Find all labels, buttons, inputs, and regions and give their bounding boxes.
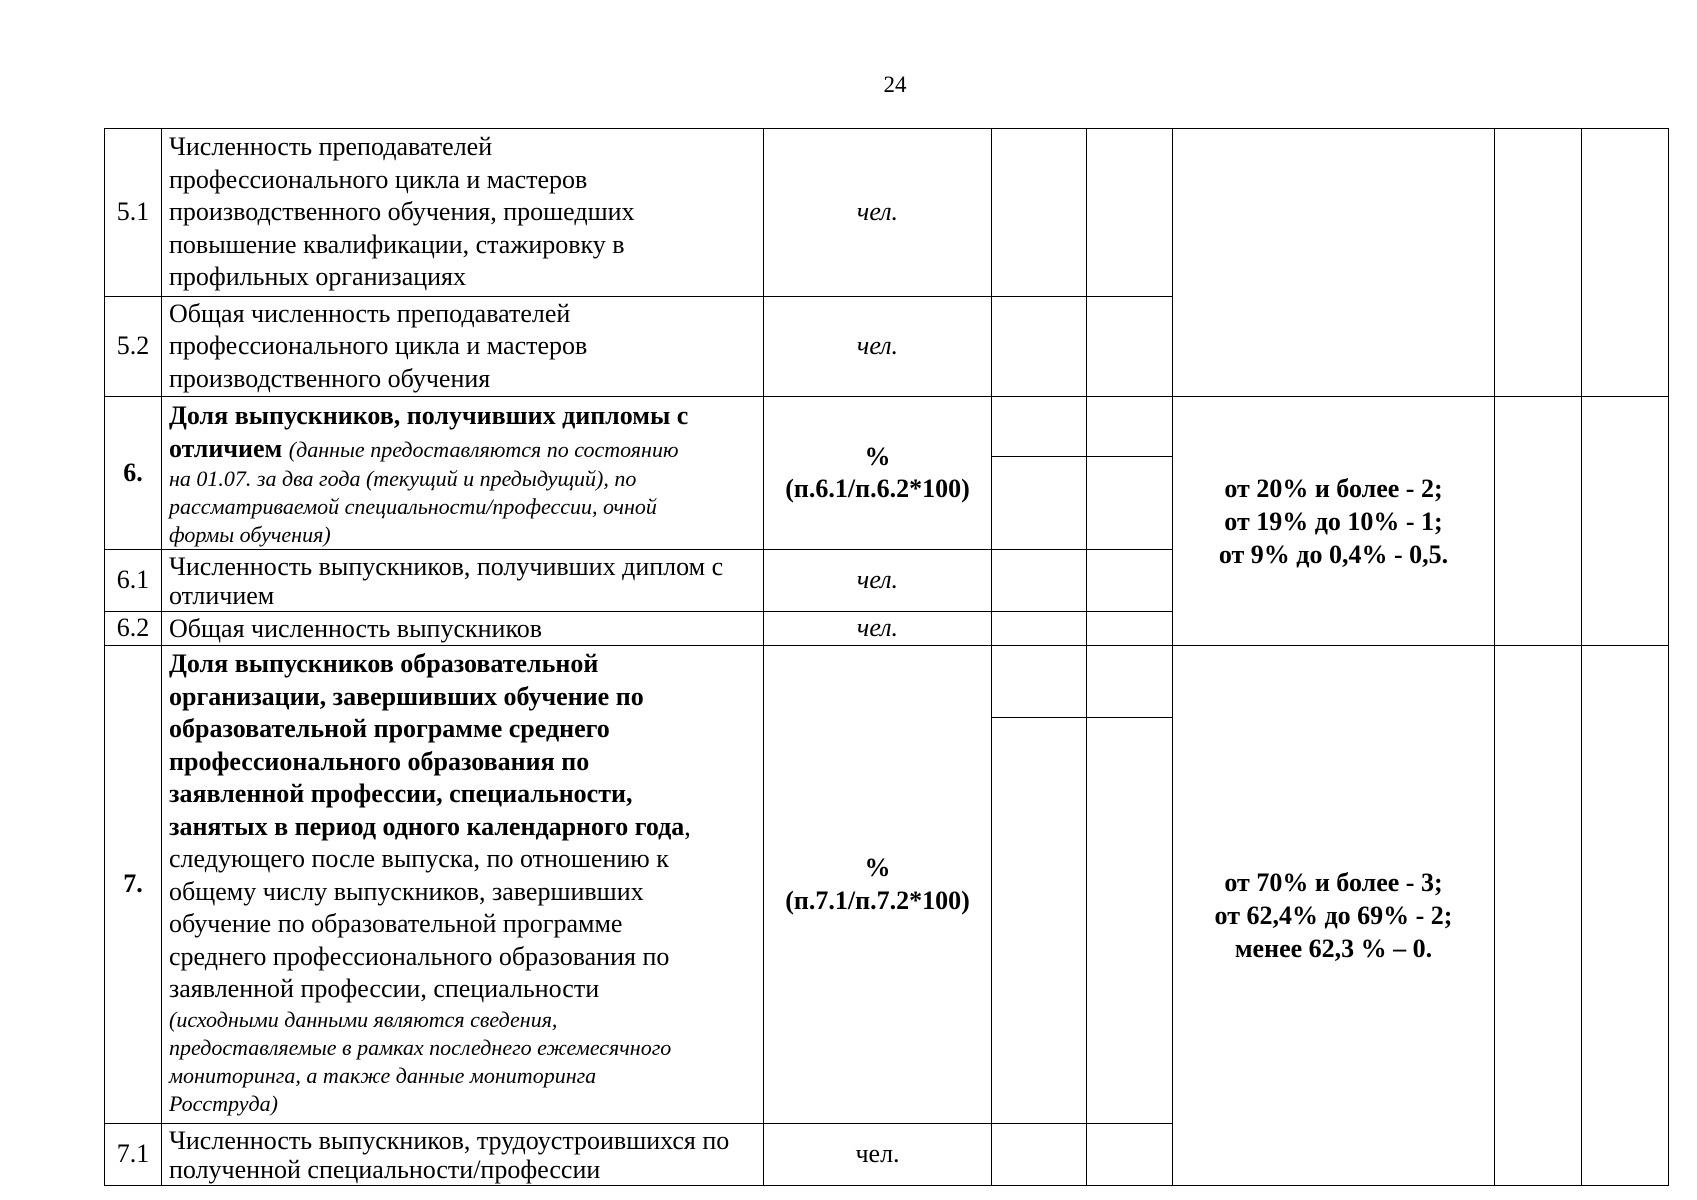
table-row-5-1 xyxy=(105,129,1669,297)
empty-cell xyxy=(992,397,1087,457)
empty-cell xyxy=(1087,612,1173,646)
empty-cell xyxy=(992,297,1087,397)
empty-cell xyxy=(1087,550,1173,612)
unit-cell: чел. xyxy=(764,550,992,612)
text-line: общему числу выпускников, завершивших xyxy=(169,876,644,906)
unit-cell xyxy=(764,397,992,550)
text-line: производственного обучения, прошедших xyxy=(169,197,635,227)
text-line: отличием xyxy=(169,580,275,610)
row-number: 6.1 xyxy=(105,550,162,612)
text-line: обучение по образовательной программе xyxy=(169,909,623,938)
empty-cell xyxy=(992,1124,1087,1186)
unit-line: % xyxy=(864,853,891,882)
row-number: 7.1 xyxy=(105,1124,162,1186)
criteria-cell xyxy=(1173,397,1495,646)
empty-cell xyxy=(992,718,1087,1124)
text-line: организации, завершивших обучение по xyxy=(169,681,644,711)
note-line: формы обучения) xyxy=(169,522,331,547)
note-line: (исходными данными являются сведения, xyxy=(169,1006,558,1032)
text-line: заявленной профессии, специальности xyxy=(169,974,600,1003)
criteria-line: от 62,4% до 69% - 2; xyxy=(1214,901,1453,930)
text-line: профессионального цикла и мастеров xyxy=(169,164,588,194)
empty-cell xyxy=(992,457,1087,550)
note-line: на 01.07. за два года (текущий и предыдущий), по xyxy=(169,466,637,491)
text-fragment: , xyxy=(684,811,691,841)
text-line: профессионального цикла и мастеров xyxy=(169,331,588,361)
unit-cell: чел. xyxy=(764,1124,992,1186)
text-line: Доля выпускников, получивших дипломы с xyxy=(169,401,689,430)
page-number: 24 xyxy=(883,72,907,97)
unit-line: (п.7.1/п.7.2*100) xyxy=(785,885,970,915)
unit-cell: чел. xyxy=(764,612,992,646)
empty-cell xyxy=(1087,397,1173,457)
empty-cell xyxy=(1087,646,1173,718)
unit-cell xyxy=(764,646,992,1124)
text-line: Общая численность выпускников xyxy=(169,613,543,643)
note-line: предоставляемые в рамках последнего ежемесячного xyxy=(169,1034,672,1060)
row-number: 5.1 xyxy=(105,129,162,297)
text-line: Численность преподавателей xyxy=(169,132,493,162)
text-line: полученной специальности/профессии xyxy=(169,1154,601,1184)
table-row-6 xyxy=(105,397,1669,457)
unit-cell: чел. xyxy=(764,129,992,297)
empty-cell xyxy=(1087,129,1173,297)
indicator-text xyxy=(162,397,764,550)
text-fragment: отличием xyxy=(169,433,283,463)
empty-cell xyxy=(992,129,1087,297)
criteria-cell-empty xyxy=(1173,129,1495,397)
text-line: Численность выпускников, получивших диплом с xyxy=(169,551,724,581)
indicator-text xyxy=(162,297,764,397)
indicator-text xyxy=(162,1124,764,1186)
text-line: Численность выпускников, трудоустроившихся по xyxy=(169,1125,730,1155)
indicator-text xyxy=(162,612,764,646)
text-fragment: занятых в период одного календарного года xyxy=(169,811,685,841)
unit-cell: чел. xyxy=(764,297,992,397)
empty-cell xyxy=(1495,646,1582,1186)
text-line: образовательной программе среднего xyxy=(169,714,610,743)
empty-cell xyxy=(1087,457,1173,550)
indicator-text xyxy=(162,646,764,1124)
unit-line: % xyxy=(864,441,891,471)
text-line: профильных организациях xyxy=(169,262,467,292)
note-line: мониторинга, а также данные мониторинга xyxy=(169,1062,597,1088)
table-row-7 xyxy=(105,646,1669,718)
empty-cell xyxy=(1087,297,1173,397)
row-number: 5.2 xyxy=(105,297,162,397)
text-line: следующего после выпуска, по отношению к xyxy=(169,844,669,873)
text-line: среднего профессионального образования по xyxy=(169,941,670,971)
empty-cell xyxy=(992,612,1087,646)
text-line: Доля выпускников образовательной xyxy=(169,649,599,678)
indicators-table xyxy=(104,128,1669,1186)
note-line: рассматриваемой специальности/профессии, очной xyxy=(169,494,657,519)
note-line: Росструда) xyxy=(169,1090,278,1116)
criteria-line: менее 62,3 % – 0. xyxy=(1234,934,1433,963)
text-line: производственного обучения xyxy=(169,363,491,393)
empty-cell xyxy=(1087,1124,1173,1186)
row-number: 6. xyxy=(105,397,162,550)
criteria-line: от 20% и более - 2; xyxy=(1224,473,1443,503)
criteria-cell xyxy=(1173,646,1495,1186)
criteria-line: от 19% до 10% - 1; xyxy=(1224,506,1443,536)
text-line: Общая численность преподавателей xyxy=(169,298,571,328)
criteria-line: от 9% до 0,4% - 0,5. xyxy=(1218,539,1449,569)
empty-cell xyxy=(992,550,1087,612)
indicator-text xyxy=(162,550,764,612)
empty-cell xyxy=(1495,397,1582,646)
unit-line: (п.6.1/п.6.2*100) xyxy=(785,474,970,503)
text-line: заявленной профессии, специальности, xyxy=(169,779,633,808)
empty-cell xyxy=(1582,397,1669,646)
criteria-line: от 70% и более - 3; xyxy=(1224,868,1443,897)
note-text: (данные предоставляются по состоянию xyxy=(288,436,679,462)
row-number: 6.2 xyxy=(105,612,162,646)
empty-cell xyxy=(1582,129,1669,397)
indicator-text xyxy=(162,129,764,297)
empty-cell xyxy=(1582,646,1669,1186)
empty-cell xyxy=(1087,718,1173,1124)
empty-cell xyxy=(992,646,1087,718)
text-line: повышение квалификации, стажировку в xyxy=(169,229,625,259)
empty-cell xyxy=(1495,129,1582,397)
row-number: 7. xyxy=(105,646,162,1124)
text-line: профессионального образования по xyxy=(169,746,590,776)
